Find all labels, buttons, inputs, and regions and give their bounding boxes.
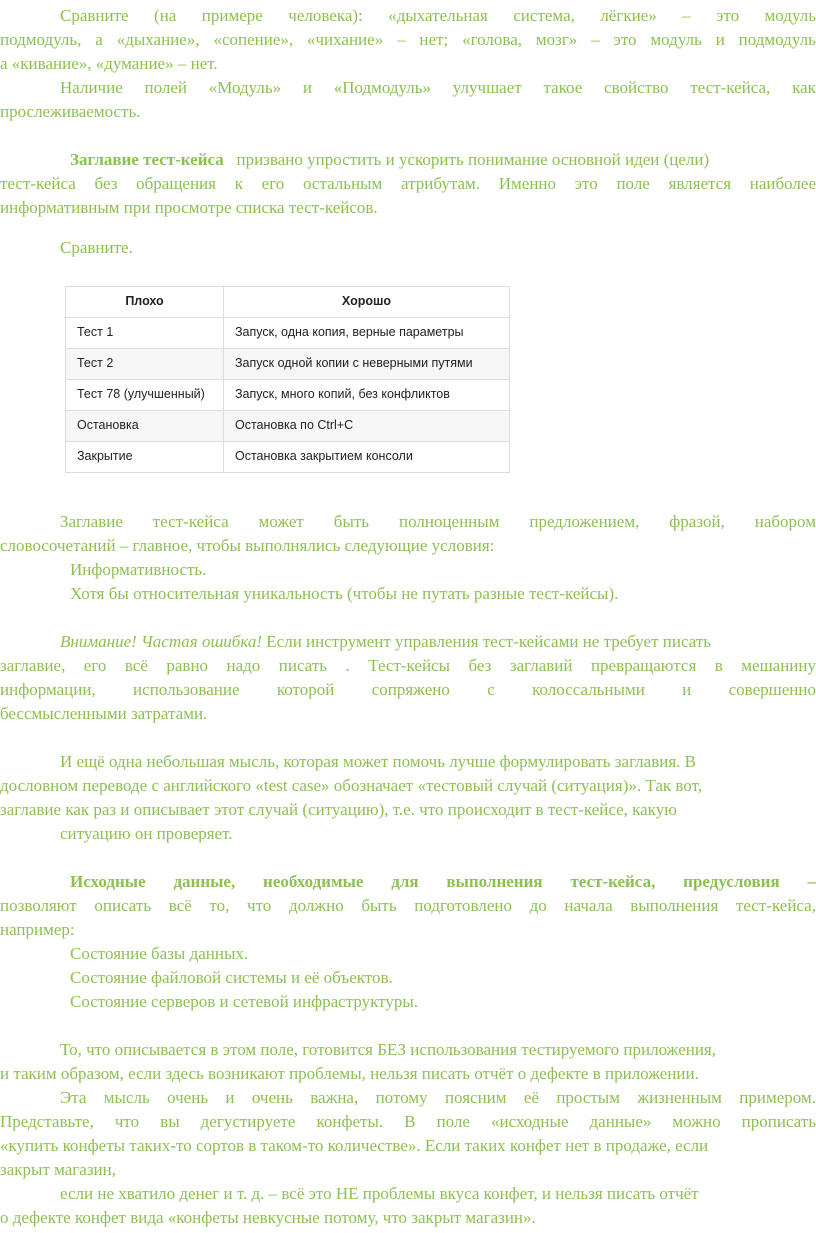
header-bad: Плохо xyxy=(66,287,224,318)
cell-bad: Закрытие xyxy=(66,442,224,473)
word: для xyxy=(391,872,419,891)
word: конфеты. xyxy=(316,1112,384,1131)
word: описать xyxy=(94,896,152,915)
word: это xyxy=(574,174,598,193)
final-line-6: закрыт магазин, xyxy=(0,1160,116,1179)
word: важна, xyxy=(310,1088,359,1107)
word: Заглавие xyxy=(60,512,123,531)
word: поле xyxy=(616,174,650,193)
word: Наличие xyxy=(60,78,123,97)
thought-line-4: ситуацию он проверяет. xyxy=(60,824,233,843)
word: данные» xyxy=(589,1112,652,1131)
title-section-line-3: информативным при просмотре списка тест-кейсов. xyxy=(0,198,378,217)
word: очень xyxy=(251,1088,293,1107)
title-section-text: призвано упростить и ускорить понимание основной идеи (цели) xyxy=(236,150,710,169)
conditions-line-2: словосочетаний – главное, чтобы выполнялись следующие условия: xyxy=(0,536,495,555)
final-line-5: «купить конфеты таких-то сортов в таком-то количестве». Если таких конфет нет в продаже, если xyxy=(0,1136,709,1155)
word: и xyxy=(715,30,725,49)
word: – xyxy=(397,30,406,49)
word: позволяют xyxy=(0,896,77,915)
word: полей xyxy=(144,78,187,97)
word: полноценным xyxy=(398,512,500,531)
cell-good: Остановка закрытием консоли xyxy=(224,442,510,473)
word: мозг» xyxy=(535,30,578,49)
word: без xyxy=(94,174,118,193)
word: должно xyxy=(288,896,344,915)
title-section-line-2 xyxy=(0,172,816,196)
table-row xyxy=(66,411,510,442)
word: начала xyxy=(564,896,613,915)
word: В xyxy=(404,1112,416,1131)
header-good: Хорошо xyxy=(224,287,510,318)
word: может xyxy=(258,512,304,531)
word: превращаются xyxy=(590,656,697,675)
word: дегустируете xyxy=(200,1112,296,1131)
word: заглавий xyxy=(509,656,573,675)
cell-bad: Остановка xyxy=(66,411,224,442)
word: примером. xyxy=(739,1088,816,1107)
table-header-row xyxy=(66,287,510,318)
word: модуль xyxy=(650,30,702,49)
word: сопряжено xyxy=(371,680,450,699)
final-line-1: То, что описывается в этом поле, готовится БЕЗ использования тестируемого приложения, xyxy=(60,1040,717,1059)
intro-line-1 xyxy=(60,4,816,28)
cell-good: Запуск, много копий, без конфликтов xyxy=(224,380,510,411)
final-line-8: о дефекте конфет вида «конфеты невкусные потому, что закрыт магазин». xyxy=(0,1208,536,1227)
cell-bad: Тест 1 xyxy=(66,318,224,349)
word: быть xyxy=(361,896,397,915)
word: «Модуль» xyxy=(208,78,282,97)
word: то, xyxy=(209,896,230,915)
word: совершенно xyxy=(728,680,816,699)
word: набором xyxy=(754,512,816,531)
word: предложением, xyxy=(529,512,640,531)
word: наиболее xyxy=(749,174,816,193)
warning-line-1 xyxy=(60,630,711,654)
preconditions-line-2 xyxy=(0,894,816,918)
word: система, xyxy=(513,6,575,25)
conditions-line-1 xyxy=(60,510,816,534)
word: можно xyxy=(672,1112,721,1131)
word: это xyxy=(613,30,637,49)
word: Именно xyxy=(498,174,557,193)
word: и xyxy=(225,1088,235,1107)
word: такое xyxy=(543,78,583,97)
word: до xyxy=(529,896,547,915)
cell-bad: Тест 78 (улучшенный) xyxy=(66,380,224,411)
precondition-item: Состояние серверов и сетевой инфраструктуры. xyxy=(70,992,419,1011)
word: информации, xyxy=(0,680,96,699)
word: Сравните xyxy=(60,6,129,25)
word: «дыхание», xyxy=(116,30,200,49)
word: необходимые xyxy=(263,872,364,891)
term-title: Заглавие тест-кейса xyxy=(70,150,224,169)
word: его xyxy=(83,656,107,675)
word: Тест-кейсы xyxy=(368,656,451,675)
word: всё xyxy=(168,896,192,915)
word: «чихание» xyxy=(306,30,384,49)
word: «исходные xyxy=(491,1112,569,1131)
warning-text: Если инструмент управления тест-кейсами не требует писать xyxy=(266,632,712,651)
word: очень xyxy=(167,1088,209,1107)
warning-line-4: бессмысленными затратами. xyxy=(0,704,208,723)
word: «дыхательная xyxy=(388,6,488,25)
word: вы xyxy=(160,1112,180,1131)
word: её xyxy=(523,1088,539,1107)
word: атрибутам. xyxy=(401,174,481,193)
word: жизненным xyxy=(637,1088,722,1107)
warning-line-3 xyxy=(0,678,816,702)
comparison-table xyxy=(65,286,510,473)
thought-line-2: дословном переводе с английского «test case» обозначает «тестовый случай (ситуация)». Так вот, xyxy=(0,776,702,795)
word: – xyxy=(591,30,600,49)
condition-item: Хотя бы относительная уникальность (чтобы не путать разные тест-кейсы). xyxy=(70,584,619,603)
word: . xyxy=(345,656,350,675)
word: Эта xyxy=(60,1088,87,1107)
word: примере xyxy=(201,6,263,25)
word: модуль xyxy=(764,6,816,25)
word: как xyxy=(792,78,816,97)
word: поясним xyxy=(444,1088,507,1107)
word: его xyxy=(261,174,285,193)
word: улучшает xyxy=(452,78,522,97)
final-line-7: если не хватило денег и т. д. – всё это НЕ проблемы вкуса конфет, и нельзя писать отчёт xyxy=(60,1184,699,1203)
cell-good: Запуск одной копии с неверными путями xyxy=(224,349,510,380)
intro-line-3: а «кивание», «думание» – нет. xyxy=(0,54,218,73)
word: потому xyxy=(375,1088,428,1107)
intro-line-4 xyxy=(60,76,816,100)
word: а xyxy=(95,30,103,49)
warning-label: Внимание! Частая ошибка! xyxy=(60,632,263,651)
compare-label: Сравните. xyxy=(60,238,133,257)
word: мысль xyxy=(103,1088,150,1107)
word: тест-кейса, xyxy=(690,78,771,97)
word: с xyxy=(487,680,495,699)
word: поле xyxy=(436,1112,470,1131)
table-row xyxy=(66,442,510,473)
word: прописать xyxy=(741,1112,816,1131)
warning-line-2 xyxy=(0,654,816,678)
word: без xyxy=(468,656,492,675)
final-line-4 xyxy=(0,1110,816,1134)
word: «Подмодуль» xyxy=(333,78,432,97)
word: в xyxy=(714,656,723,675)
word: – xyxy=(807,872,816,891)
word: (на xyxy=(154,6,177,25)
word: лёгкие» xyxy=(600,6,657,25)
word: подмодуль xyxy=(738,30,816,49)
table-row xyxy=(66,318,510,349)
condition-item: Информативность. xyxy=(70,560,207,579)
word: всё xyxy=(124,656,148,675)
word: предусловия xyxy=(683,872,780,891)
word: остальным xyxy=(302,174,383,193)
word: «сопение», xyxy=(213,30,294,49)
precondition-item: Состояние базы данных. xyxy=(70,944,249,963)
word: это xyxy=(716,6,740,25)
word: является xyxy=(668,174,732,193)
word: Исходные xyxy=(70,872,146,891)
preconditions-term xyxy=(70,870,816,894)
word: данные, xyxy=(173,872,236,891)
word: и xyxy=(302,78,312,97)
cell-bad: Тест 2 xyxy=(66,349,224,380)
preconditions-line-3: например: xyxy=(0,920,75,939)
cell-good: Запуск, одна копия, верные параметры xyxy=(224,318,510,349)
final-line-2: и таким образом, если здесь возникают проблемы, нельзя писать отчёт о дефекте в приложении. xyxy=(0,1064,699,1083)
word: Представьте, xyxy=(0,1112,94,1131)
word: подготовлено xyxy=(414,896,512,915)
intro-line-2 xyxy=(0,28,816,52)
word: свойство xyxy=(604,78,669,97)
word: мешанину xyxy=(741,656,816,675)
word: писать xyxy=(278,656,328,675)
word: и xyxy=(682,680,692,699)
intro-line-5: прослеживаемость. xyxy=(0,102,141,121)
precondition-item: Состояние файловой системы и её объектов. xyxy=(70,968,393,987)
final-line-3 xyxy=(60,1086,816,1110)
word: заглавие, xyxy=(0,656,66,675)
title-section-line-1 xyxy=(70,148,709,172)
word: к xyxy=(234,174,243,193)
word: фразой, xyxy=(669,512,725,531)
word: тест-кейса xyxy=(152,512,229,531)
word: – xyxy=(682,6,691,25)
word: обращения xyxy=(136,174,216,193)
word: подмодуль, xyxy=(0,30,82,49)
word: тест-кейса, xyxy=(570,872,656,891)
word: что xyxy=(114,1112,140,1131)
word: равно xyxy=(166,656,209,675)
word: надо xyxy=(226,656,261,675)
thought-line-1: И ещё одна небольшая мысль, которая может помочь лучше формулировать заглавия. В xyxy=(60,752,696,771)
word: простым xyxy=(556,1088,620,1107)
thought-line-3: заглавие как раз и описывает этот случай (ситуацию), т.е. что происходит в тест-кейсе, какую xyxy=(0,800,677,819)
word: колоссальными xyxy=(532,680,645,699)
word: выполнения xyxy=(446,872,543,891)
word: тест-кейса, xyxy=(735,896,816,915)
word: использование xyxy=(133,680,240,699)
word: нет; xyxy=(419,30,449,49)
word: выполнения xyxy=(630,896,719,915)
table-row xyxy=(66,380,510,411)
word: «голова, xyxy=(462,30,522,49)
table-row xyxy=(66,349,510,380)
word: человека): xyxy=(288,6,363,25)
word: быть xyxy=(333,512,370,531)
cell-good: Остановка по Ctrl+C xyxy=(224,411,510,442)
word: тест-кейса xyxy=(0,174,76,193)
word: что xyxy=(247,896,272,915)
word: которой xyxy=(276,680,335,699)
